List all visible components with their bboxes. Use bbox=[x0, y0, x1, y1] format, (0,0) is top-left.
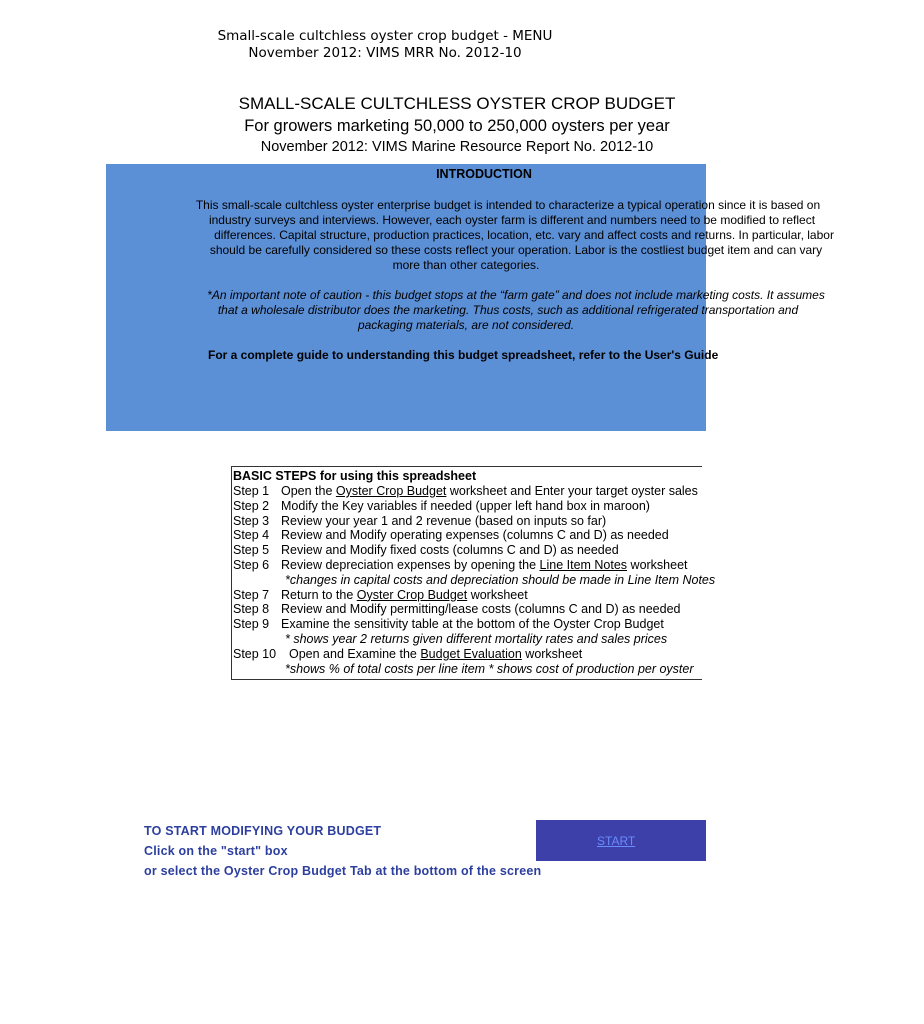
page-header-line1: Small-scale cultchless oyster crop budget - MENU bbox=[217, 28, 553, 44]
step-text: Examine the sensitivity table at the bottom of the Oyster Crop Budget bbox=[281, 617, 664, 632]
step-number: Step 3 bbox=[233, 513, 270, 528]
intro-para1-line: This small-scale cultchless oyster enterprise budget is intended to characterize a typical operation since it is based on bbox=[195, 198, 821, 212]
cta-line2: Click on the "start" box bbox=[144, 844, 288, 858]
step-row bbox=[233, 647, 582, 662]
step-note-text: * shows year 2 returns given different mortality rates and sales prices bbox=[285, 632, 668, 646]
cta-line3: or select the Oyster Crop Budget Tab at the bottom of the screen bbox=[144, 864, 542, 878]
step-row bbox=[233, 588, 528, 603]
step-number: Step 4 bbox=[233, 528, 270, 543]
step-row bbox=[233, 558, 688, 573]
step-text: Return to the bbox=[281, 587, 357, 602]
report-line: November 2012: VIMS Marine Resource Report No. 2012-10 bbox=[260, 139, 654, 155]
step-row bbox=[233, 528, 669, 543]
worksheet-link[interactable]: Oyster Crop Budget bbox=[356, 587, 468, 602]
basic-steps-heading: BASIC STEPS for using this spreadsheet bbox=[233, 469, 477, 483]
worksheet-link[interactable]: Oyster Crop Budget bbox=[335, 484, 447, 498]
introduction-heading: INTRODUCTION bbox=[436, 167, 532, 181]
step-row bbox=[233, 602, 681, 617]
step-number: Step 10 bbox=[233, 646, 277, 661]
step-number: Step 2 bbox=[233, 498, 270, 513]
step-text: Review and Modify operating expenses (columns C and D) as needed bbox=[281, 528, 669, 543]
start-link[interactable]: START bbox=[597, 834, 636, 848]
step-number: Step 9 bbox=[233, 617, 270, 632]
step-note bbox=[233, 662, 694, 677]
step-text: Modify the Key variables if needed (upper left hand box in maroon) bbox=[281, 498, 650, 513]
step-text: Review and Modify permitting/lease costs (columns C and D) as needed bbox=[281, 602, 681, 617]
step-row bbox=[233, 484, 698, 499]
step-text-tail: worksheet bbox=[627, 558, 688, 572]
intro-para1-line: should be carefully considered so these costs reflect your operation. Labor is the costliest budget item and can vary bbox=[209, 243, 823, 257]
step-note-text: *changes in capital costs and depreciation should be made in Line Item Notes bbox=[285, 572, 716, 587]
cta-line1: TO START MODIFYING YOUR BUDGET bbox=[144, 824, 382, 838]
step-text: Review depreciation expenses by opening the bbox=[281, 558, 540, 572]
step-row bbox=[233, 543, 619, 558]
step-text-tail: worksheet bbox=[521, 646, 583, 661]
step-text: Review and Modify fixed costs (columns C and D) as needed bbox=[281, 543, 619, 558]
step-number: Step 1 bbox=[233, 484, 270, 498]
step-note bbox=[233, 573, 715, 588]
subtitle: For growers marketing 50,000 to 250,000 oysters per year bbox=[244, 117, 670, 135]
step-row bbox=[233, 617, 664, 632]
step-number: Step 7 bbox=[233, 587, 270, 602]
step-note bbox=[233, 632, 667, 647]
intro-para1-line: more than other categories. bbox=[392, 258, 540, 272]
step-text: Open and Examine the bbox=[289, 646, 421, 661]
step-text-tail: worksheet and Enter your target oyster sales bbox=[446, 484, 698, 498]
intro-para2-line: that a wholesale distributor does the marketing. Thus costs, such as additional refrigerated transportation and bbox=[217, 303, 799, 317]
step-row bbox=[233, 499, 650, 514]
page-header-line2: November 2012: VIMS MRR No. 2012-10 bbox=[248, 45, 522, 61]
worksheet-link[interactable]: Line Item Notes bbox=[539, 558, 628, 572]
step-text: Open the bbox=[281, 484, 336, 498]
step-number: Step 8 bbox=[233, 602, 270, 617]
intro-para1-line: industry surveys and interviews. However, each oyster farm is different and numbers need to be modified to reflect bbox=[208, 213, 816, 227]
intro-para2-line: *An important note of caution - this budget stops at the “farm gate” and does not include marketing costs. It assumes bbox=[207, 288, 825, 302]
step-text: Review your year 1 and 2 revenue (based on inputs so far) bbox=[281, 513, 607, 528]
intro-users-guide-line: For a complete guide to understanding this budget spreadsheet, refer to the User's Guide bbox=[208, 348, 719, 362]
intro-para1-line: differences. Capital structure, production practices, location, etc. vary and affect costs and returns. In particular, labor bbox=[214, 228, 834, 242]
step-row bbox=[233, 514, 606, 529]
intro-para2-line: packaging materials, are not considered. bbox=[357, 318, 575, 332]
step-text-tail: worksheet bbox=[467, 587, 528, 602]
worksheet-link[interactable]: Budget Evaluation bbox=[420, 646, 522, 661]
step-number: Step 5 bbox=[233, 543, 270, 558]
step-note-text: *shows % of total costs per line item * shows cost of production per oyster bbox=[285, 661, 694, 676]
main-title: SMALL-SCALE CULTCHLESS OYSTER CROP BUDGET bbox=[238, 94, 676, 113]
step-number: Step 6 bbox=[233, 558, 270, 572]
